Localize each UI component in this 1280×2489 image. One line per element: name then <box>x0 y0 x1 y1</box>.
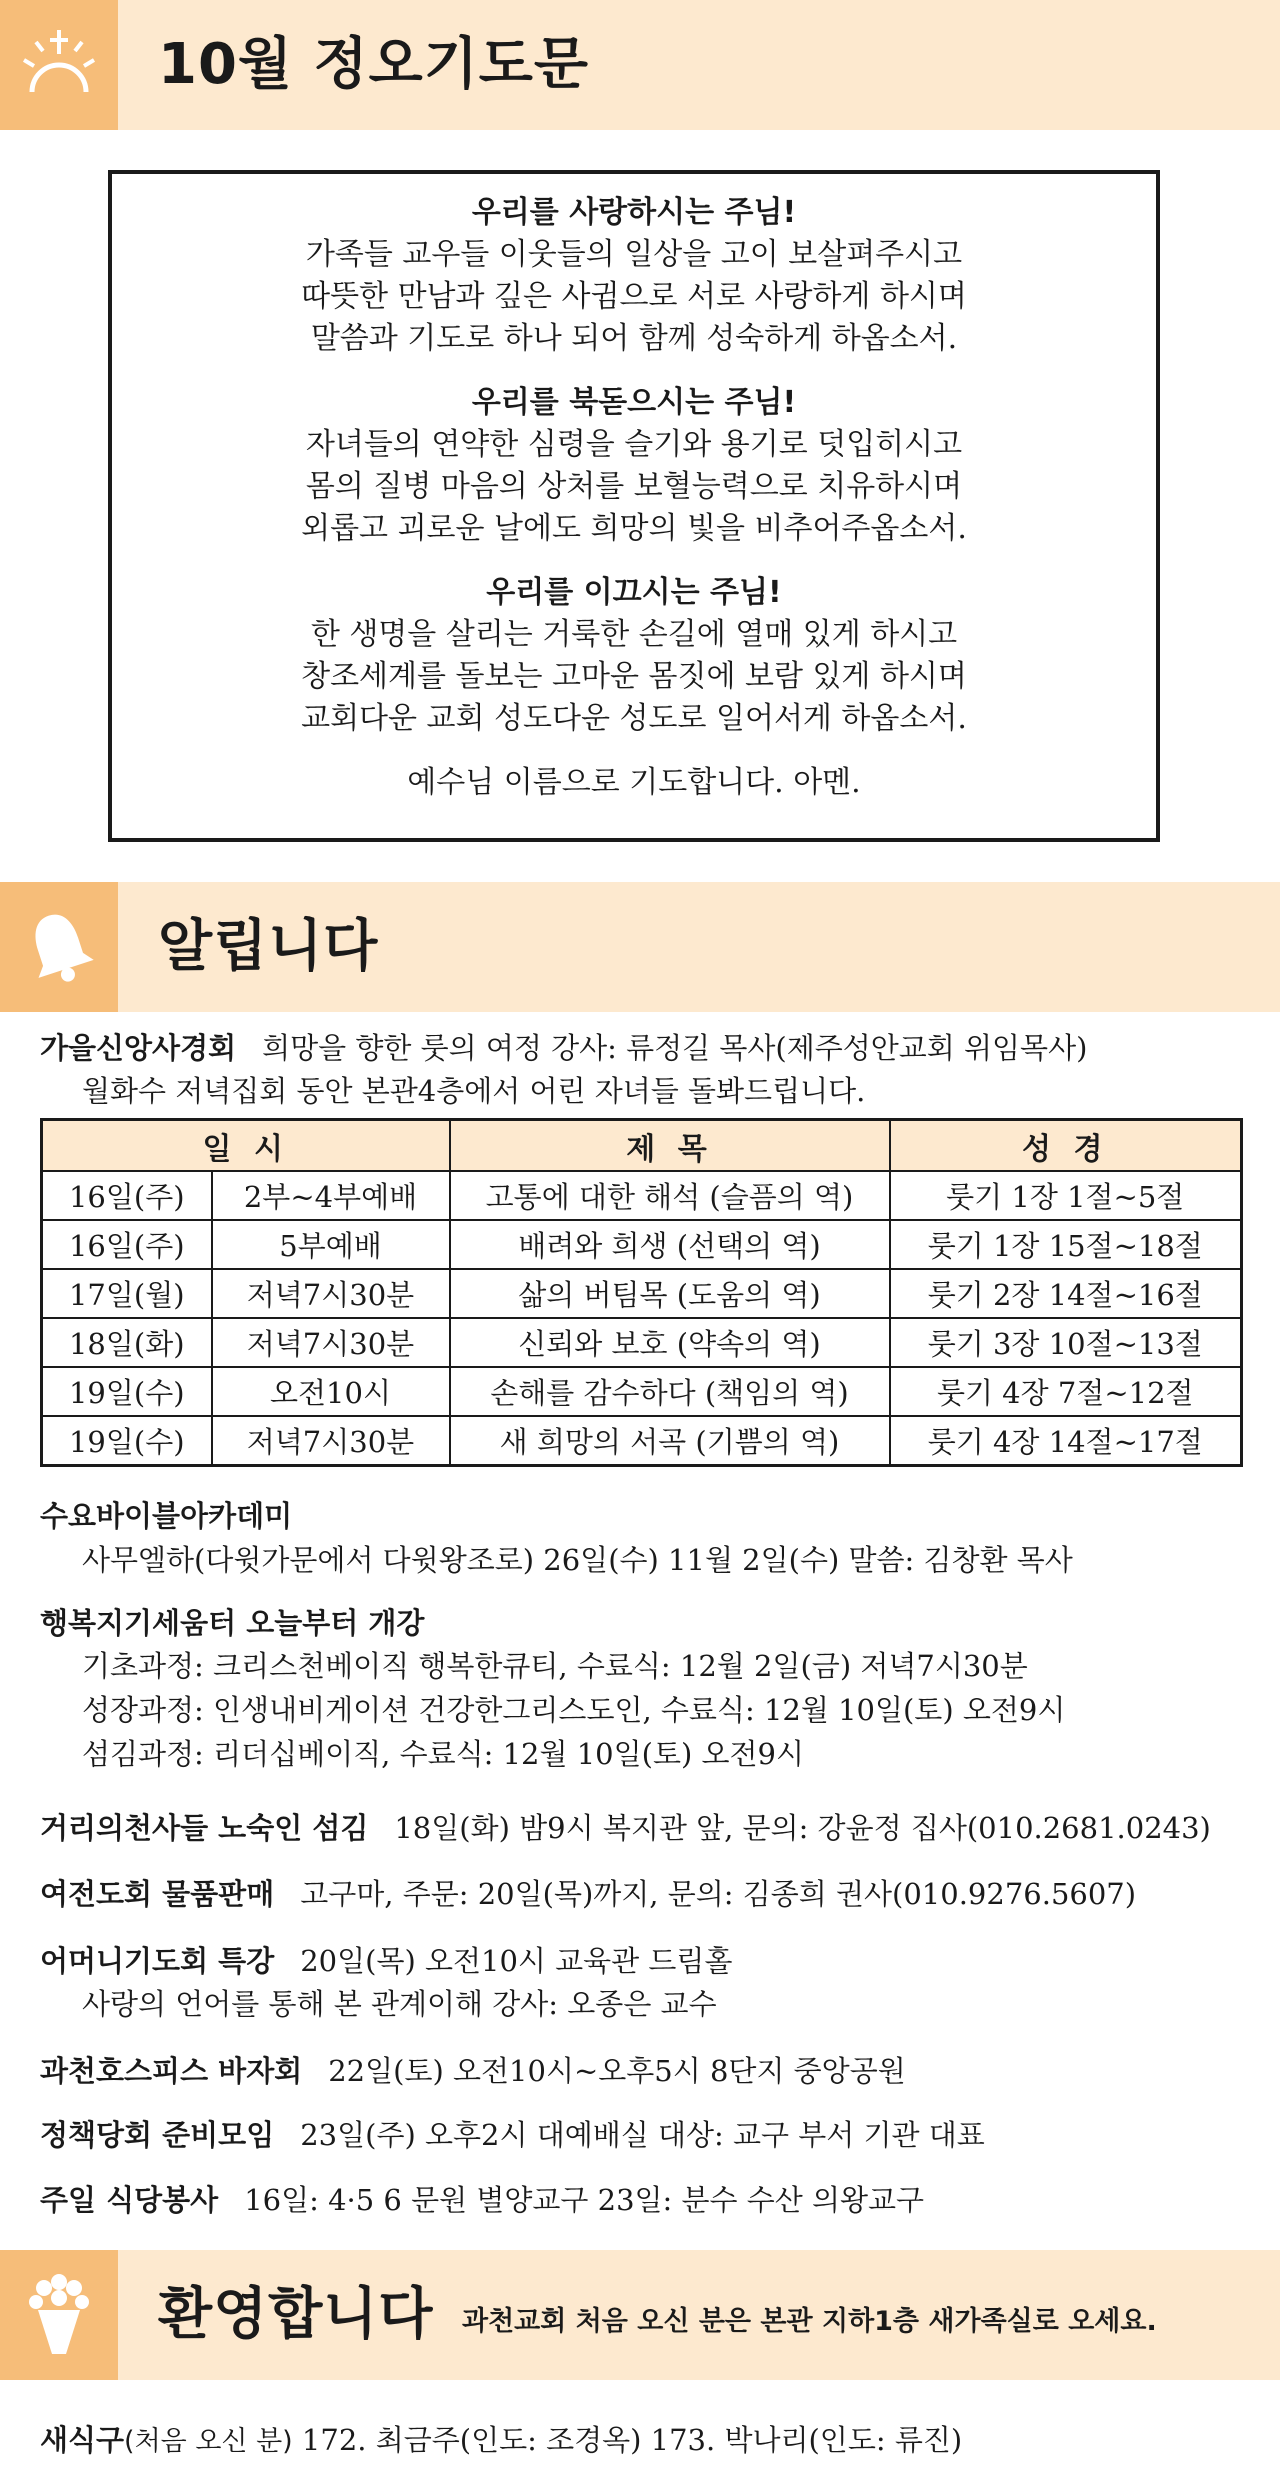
stanza-head: 우리를 사랑하시는 주님! <box>471 195 797 230</box>
table-row <box>42 1269 1242 1318</box>
cell-scripture: 룻기 4장 14절~17절 <box>890 1416 1242 1466</box>
mothers-line2: 사랑의 언어를 통해 본 관계이해 강사: 오종은 교수 <box>82 1987 717 2021</box>
prayer-section-header <box>0 0 1280 130</box>
cell-title: 손해를 감수하다 (책임의 역) <box>450 1367 890 1416</box>
bible-academy-name: 수요바이블아카데미 <box>40 1499 293 1533</box>
women-sale-name: 여전도회 물품판매 <box>40 1877 275 1911</box>
table-row <box>42 1416 1242 1466</box>
newcomers-sub: (처음 오신 분) <box>124 2426 293 2457</box>
newcomers-line <box>40 2420 962 2462</box>
prayer-section-title: 10월 정오기도문 <box>158 32 590 97</box>
table-row <box>42 1220 1242 1269</box>
welcome-section-title: 환영합니다 <box>158 2282 434 2347</box>
table-header-datetime: 일 시 <box>42 1120 450 1172</box>
stanza-line: 따뜻한 만남과 깊은 사귐으로 서로 사랑하게 하시며 <box>301 279 967 314</box>
bible-academy-notice <box>40 1496 292 1536</box>
mothers-notice <box>40 1941 732 1981</box>
prayer-stanza <box>112 382 1156 550</box>
cell-day: 18일(화) <box>42 1318 212 1367</box>
stanza-line: 자녀들의 연약한 심령을 슬기와 용기로 덧입히시고 <box>305 427 963 462</box>
homeless-desc: 18일(화) 밤9시 복지관 앞, 문의: 강윤정 집사(010.2681.0243) <box>394 1811 1211 1845</box>
table-header-title: 제 목 <box>450 1120 890 1172</box>
notices-section-title: 알립니다 <box>158 914 379 979</box>
cell-scripture: 룻기 4장 7절~12절 <box>890 1367 1242 1416</box>
cell-title: 새 희망의 서곡 (기쁨의 역) <box>450 1416 890 1466</box>
bible-academy-line: 사무엘하(다윗가문에서 다윗왕조로) 26일(수) 11월 2일(수) 말씀: 김창환 목사 <box>82 1543 1073 1577</box>
welfare-line: 섬김과정: 리더십베이직, 수료식: 12월 10일(토) 오전9시 <box>82 1737 804 1771</box>
table-row <box>42 1171 1242 1220</box>
sunrise-cross-icon <box>0 0 118 130</box>
women-sale-desc: 고구마, 주문: 20일(목)까지, 문의: 김종희 권사(010.9276.5607) <box>300 1877 1137 1911</box>
homeless-name: 거리의천사들 노숙인 섬김 <box>40 1811 369 1845</box>
table-row <box>42 1318 1242 1367</box>
cell-time: 저녁7시30분 <box>212 1269 450 1318</box>
welfare-line: 기초과정: 크리스천베이직 행복한큐티, 수료식: 12월 2일(금) 저녁7시30분 <box>82 1649 1028 1683</box>
cafeteria-notice <box>40 2180 924 2220</box>
prayer-stanza <box>112 572 1156 740</box>
policy-name: 정책당회 준비모임 <box>40 2118 275 2152</box>
cafeteria-name: 주일 식당봉사 <box>40 2183 219 2217</box>
cell-scripture: 룻기 1장 1절~5절 <box>890 1171 1242 1220</box>
stanza-head: 우리를 이끄시는 주님! <box>486 575 782 610</box>
table-header-row <box>42 1120 1242 1172</box>
women-sale-notice <box>40 1874 1136 1914</box>
cafeteria-desc: 16일: 4·5 6 문원 별양교구 23일: 분수 수산 의왕교구 <box>244 2183 925 2217</box>
mothers-desc: 20일(목) 오전10시 교육관 드림홀 <box>300 1944 733 1978</box>
prayer-stanza <box>112 192 1156 360</box>
cell-scripture: 룻기 1장 15절~18절 <box>890 1220 1242 1269</box>
newcomers-label: 새식구 <box>40 2423 125 2457</box>
welfare-name: 행복지기세움터 오늘부터 개강 <box>40 1606 425 1640</box>
homeless-notice <box>40 1808 1211 1848</box>
hospice-name: 과천호스피스 바자회 <box>40 2054 303 2088</box>
stanza-line: 말씀과 기도로 하나 되어 함께 성숙하게 하옵소서. <box>310 321 958 356</box>
revival-line2: 월화수 저녁집회 동안 본관4층에서 어린 자녀들 돌봐드립니다. <box>82 1074 866 1108</box>
cell-title: 배려와 희생 (선택의 역) <box>450 1220 890 1269</box>
table-header-scripture: 성 경 <box>890 1120 1242 1172</box>
policy-desc: 23일(주) 오후2시 대예배실 대상: 교구 부서 기관 대표 <box>300 2118 985 2152</box>
cell-time: 저녁7시30분 <box>212 1416 450 1466</box>
cell-title: 고통에 대한 해석 (슬픔의 역) <box>450 1171 890 1220</box>
prayer-closing: 예수님 이름으로 기도합니다. 아멘. <box>407 765 861 800</box>
cell-time: 오전10시 <box>212 1367 450 1416</box>
cell-day: 17일(월) <box>42 1269 212 1318</box>
stanza-line: 창조세계를 돌보는 고마운 몸짓에 보람 있게 하시며 <box>301 659 967 694</box>
stanza-line: 몸의 질병 마음의 상처를 보혈능력으로 치유하시며 <box>305 469 963 504</box>
notices-section-header <box>0 882 1280 1012</box>
stanza-line: 한 생명을 살리는 거룩한 손길에 열매 있게 하시고 <box>310 617 958 652</box>
cell-day: 16일(주) <box>42 1171 212 1220</box>
newcomers-list: 172. 최금주(인도: 조경옥) 173. 박나리(인도: 류진) <box>292 2423 963 2457</box>
cell-time: 5부예배 <box>212 1220 450 1269</box>
bell-icon <box>0 882 118 1012</box>
cell-time: 2부~4부예배 <box>212 1171 450 1220</box>
welcome-section-header <box>0 2250 1280 2380</box>
cell-scripture: 룻기 3장 10절~13절 <box>890 1318 1242 1367</box>
stanza-head: 우리를 북돋으시는 주님! <box>471 385 797 420</box>
hospice-notice <box>40 2051 906 2091</box>
cell-title: 신뢰와 보호 (약속의 역) <box>450 1318 890 1367</box>
revival-desc: 희망을 향한 룻의 여정 강사: 류정길 목사(제주성안교회 위임목사) <box>262 1031 1088 1065</box>
revival-schedule-table <box>40 1118 1243 1467</box>
cell-day: 19일(수) <box>42 1416 212 1466</box>
cell-title: 삶의 버팀목 (도움의 역) <box>450 1269 890 1318</box>
revival-notice <box>40 1028 1087 1068</box>
cell-time: 저녁7시30분 <box>212 1318 450 1367</box>
cell-scripture: 룻기 2장 14절~16절 <box>890 1269 1242 1318</box>
hospice-desc: 22일(토) 오전10시~오후5시 8단지 중앙공원 <box>328 2054 906 2088</box>
prayer-box <box>108 170 1160 842</box>
cell-day: 19일(수) <box>42 1367 212 1416</box>
policy-notice <box>40 2115 985 2155</box>
cell-day: 16일(주) <box>42 1220 212 1269</box>
revival-name: 가을신앙사경회 <box>40 1031 237 1065</box>
welcome-section-subtitle: 과천교회 처음 오신 분은 본관 지하1층 새가족실로 오세요. <box>462 2306 1157 2337</box>
stanza-line: 가족들 교우들 이웃들의 일상을 고이 보살펴주시고 <box>305 237 963 272</box>
stanza-line: 교회다운 교회 성도다운 성도로 일어서게 하옵소서. <box>301 701 967 736</box>
welfare-line: 성장과정: 인생내비게이션 건강한그리스도인, 수료식: 12월 10일(토) 오전9시 <box>82 1693 1066 1727</box>
table-row <box>42 1367 1242 1416</box>
mothers-name: 어머니기도회 특강 <box>40 1944 275 1978</box>
welfare-notice <box>40 1603 424 1643</box>
bouquet-icon <box>0 2250 118 2380</box>
stanza-line: 외롭고 괴로운 날에도 희망의 빛을 비추어주옵소서. <box>301 511 967 546</box>
